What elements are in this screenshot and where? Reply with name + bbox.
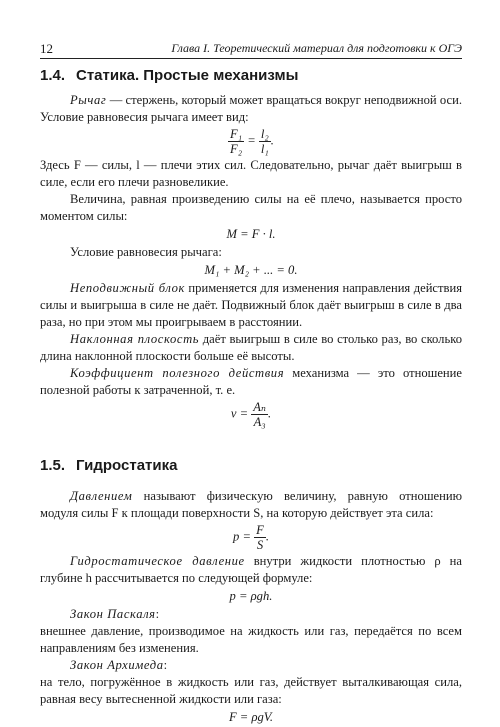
- paragraph-inclined-plane: Наклонная плоскость даёт выигрыш в силе во столько раз, во сколько длина наклонной плоскости больше её высоты.: [40, 332, 462, 363]
- page-header: [40, 40, 462, 59]
- heading-archimedes-law: Закон Архимеда:: [70, 658, 168, 672]
- paragraph-pressure: Давлением называют физическую величину, равную отношению модуля силы F к площади поверхности S, на которую действует эта сила:: [40, 489, 462, 520]
- formula-moment: M = F · l.: [226, 227, 276, 241]
- formula-archimedes: F = ρgV.: [228, 710, 274, 724]
- formula-equilibrium: M₁ + M₂ + ... = 0.: [204, 263, 298, 277]
- term-fixed-block: Неподвижный блок: [70, 281, 185, 295]
- paragraph-equilibrium: Условие равновесия рычага:: [70, 245, 222, 259]
- section-number: 1.4.: [40, 67, 66, 84]
- paragraph-hydrostatic-pressure: Гидростатическое давление внутри жидкости плотностью ρ на глубине h рассчитывается по следующей формуле:: [40, 554, 463, 585]
- page-number: 12: [40, 41, 53, 56]
- paragraph-archimedes-law: на тело, погружённое в жидкость или газ, действует выталкивающая сила, равная весу вытесненной жидкости или газа:: [40, 675, 462, 706]
- section-title: Статика. Простые механизмы: [76, 67, 299, 84]
- term-pressure: Давлением: [70, 489, 133, 503]
- running-title: Глава I. Теоретический материал для подготовки к ОГЭ: [171, 41, 462, 55]
- paragraph-pascal-law: внешнее давление, производимое на жидкость или газ, передаётся по всем направлениям без изменения.: [40, 624, 462, 655]
- paragraph-moment: Величина, равная произведению силы на её плечо, называется просто моментом силы:: [40, 192, 462, 223]
- term-archimedes-law: Закон Архимеда: [70, 658, 164, 672]
- formula-efficiency: ν = $\frac{\text{Aₙ}}{\text{A₃}}$ .: [230, 400, 272, 429]
- term-pascal-law: Закон Паскаля: [70, 607, 156, 621]
- paragraph-efficiency: Коэффициент полезного действия механизма — это отношение полезной работы к затраченной, т. е.: [40, 366, 462, 397]
- section-heading-hydrostatics: [40, 456, 462, 476]
- formula-lever: $\frac{\text{F₁}}{\text{F₂}}$ = $\frac{\text{l₂}}{\text{l₁}}$ .: [230, 127, 274, 156]
- section-heading-statics: [40, 66, 462, 86]
- page-content: [40, 66, 462, 727]
- term-lever: Рычаг: [70, 93, 107, 107]
- paragraph-fixed-block: Неподвижный блок применяется для изменения направления действия силы и выигрыша в силе не даёт. Подвижный блок даёт выигрыш в силе в два раза, но при этом мы проигрываем в расстоянии.: [40, 281, 463, 329]
- paragraph-lever-explain: Здесь F — силы, l — плечи этих сил. Следовательно, рычаг даёт выигрыш в силе, если его плечи разновеликие.: [40, 158, 462, 189]
- term-inclined-plane: Наклонная плоскость: [70, 332, 200, 346]
- term-efficiency: Коэффициент полезного действия: [70, 366, 285, 380]
- paragraph-lever: Рычаг — стержень, который может вращаться вокруг неподвижной оси. Условие равновесия рычага имеет вид:: [40, 93, 462, 124]
- section-title: Гидростатика: [76, 457, 178, 474]
- section-number: 1.5.: [40, 457, 66, 474]
- heading-pascal-law: Закон Паскаля:: [70, 607, 160, 621]
- formula-pressure: p = $\frac{F}{S}$ .: [233, 523, 269, 552]
- term-hydrostatic-pressure: Гидростатическое давление: [70, 554, 245, 568]
- formula-hydrostatic: p = ρgh.: [229, 589, 273, 603]
